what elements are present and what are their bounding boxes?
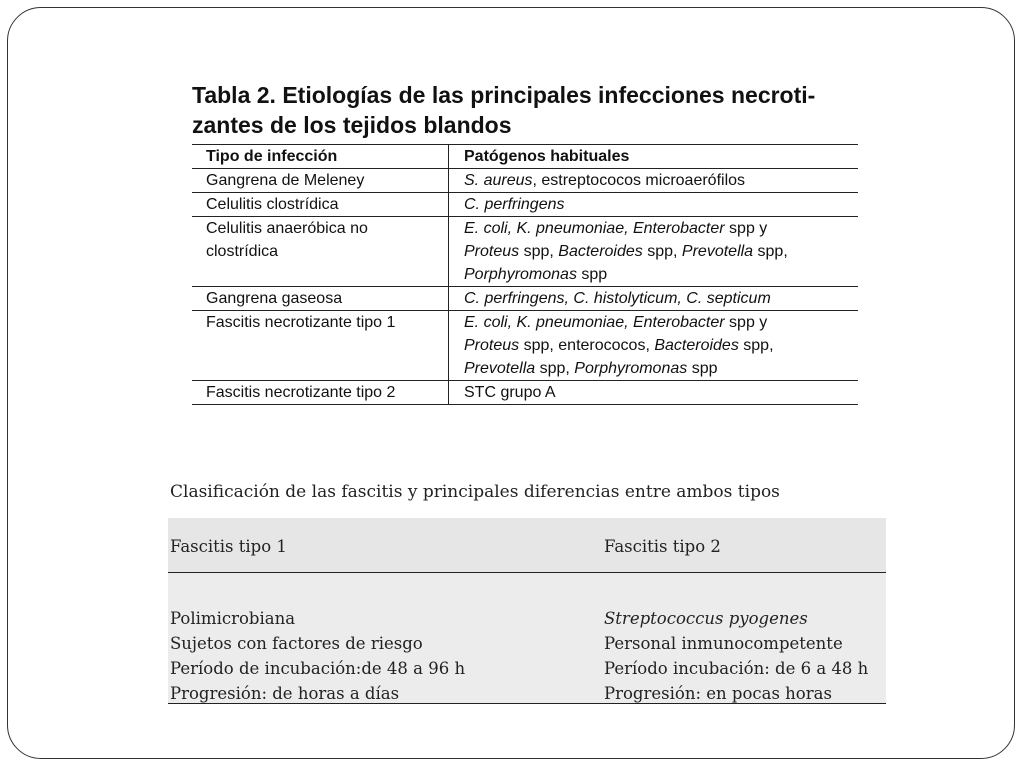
- pathogen-text: STC grupo A: [464, 384, 556, 401]
- infection-type-cell: Gangrena de Meleney: [192, 169, 449, 193]
- type2-item: Período incubación: de 6 a 48 h: [604, 659, 869, 678]
- pathogen-line: [464, 217, 854, 240]
- pathogen-text: Bacteroides: [558, 243, 643, 260]
- table-row: [192, 217, 858, 287]
- table-row: [192, 193, 858, 217]
- pathogen-text: spp: [687, 360, 718, 377]
- pathogen-text: spp,: [535, 360, 575, 377]
- pathogen-text: Prevotella: [681, 243, 754, 260]
- pathogen-text: Proteus: [464, 243, 520, 260]
- pathogen-text: spp,: [753, 243, 788, 260]
- pathogen-text: spp,: [519, 243, 559, 260]
- pathogen-text: Prevotella: [464, 360, 536, 377]
- pathogen-text: Porphyromonas: [574, 360, 688, 377]
- pathogen-text: , estreptococos microaerófilos: [532, 172, 746, 189]
- pathogens-cell: [449, 217, 859, 287]
- type2-item: Progresión: en pocas horas: [604, 684, 832, 703]
- infection-type-cell: Fascitis necrotizante tipo 2: [192, 381, 449, 405]
- table-row: [192, 287, 858, 311]
- pathogen-text: spp y: [724, 220, 768, 237]
- pathogen-text: E. coli, K. pneumoniae, Enterobacter: [464, 314, 725, 331]
- classification-body: [168, 573, 886, 704]
- pathogen-text: S. aureus: [464, 172, 533, 189]
- header-fascitis-type2: Fascitis tipo 2: [604, 537, 721, 556]
- pathogen-line: [464, 240, 854, 263]
- pathogens-cell: [449, 287, 859, 311]
- table2-title-line1: Tabla 2. Etiologías de las principales infecciones necroti-: [192, 82, 816, 108]
- pathogen-line: [464, 357, 854, 380]
- classification-header-row: [168, 518, 886, 573]
- pathogen-text: Porphyromonas: [464, 266, 577, 283]
- pathogen-text: Bacteroides: [654, 337, 739, 354]
- pathogens-cell: [449, 169, 859, 193]
- table2-title-line2: zantes de los tejidos blandos: [192, 112, 512, 138]
- pathogens-cell: [449, 193, 859, 217]
- pathogen-text: C. perfringens: [464, 196, 565, 213]
- pathogen-text: C. perfringens, C. histolyticum, C. septicum: [464, 290, 771, 307]
- header-pathogens: Patógenos habituales: [449, 145, 859, 169]
- pathogen-text: spp,: [642, 243, 682, 260]
- table2-title: [192, 80, 872, 140]
- pathogen-line: [464, 311, 854, 334]
- classification-table: [168, 518, 886, 704]
- pathogen-text: spp y: [724, 314, 768, 331]
- table-row: [192, 311, 858, 381]
- infection-type-line: clostrídica: [206, 243, 279, 260]
- type2-column: [604, 606, 868, 706]
- pathogen-text: spp, enterococos,: [519, 337, 655, 354]
- table-header-row: [192, 145, 858, 169]
- type2-item: Streptococcus pyogenes: [604, 609, 808, 628]
- infection-type-cell: Celulitis clostrídica: [192, 193, 449, 217]
- header-infection-type: Tipo de infección: [192, 145, 449, 169]
- pathogen-text: spp: [576, 266, 608, 283]
- table-row: [192, 169, 858, 193]
- etiology-table: [192, 144, 858, 405]
- pathogen-line: [464, 263, 854, 286]
- type1-item: Polimicrobiana: [170, 609, 296, 628]
- type1-item: Período de incubación:de 48 a 96 h: [170, 659, 466, 678]
- infection-type-cell: Gangrena gaseosa: [192, 287, 449, 311]
- type2-item: Personal inmunocompetente: [604, 634, 843, 653]
- type1-item: Sujetos con factores de riesgo: [170, 634, 423, 653]
- header-fascitis-type1: Fascitis tipo 1: [170, 537, 287, 556]
- type1-column: [170, 606, 465, 706]
- pathogen-text: Proteus: [464, 337, 520, 354]
- pathogen-text: E. coli, K. pneumoniae, Enterobacter: [464, 220, 725, 237]
- classification-caption: Clasificación de las fascitis y principales diferencias entre ambos tipos: [170, 482, 780, 502]
- pathogen-text: spp,: [738, 337, 774, 354]
- infection-type-cell: [192, 217, 449, 287]
- infection-type-cell: Fascitis necrotizante tipo 1: [192, 311, 449, 381]
- pathogen-line: [464, 334, 854, 357]
- infection-type-line: Celulitis anaeróbica no: [206, 220, 368, 237]
- pathogens-cell: [449, 311, 859, 381]
- pathogens-cell: [449, 381, 859, 405]
- table-row: [192, 381, 858, 405]
- type1-item: Progresión: de horas a días: [170, 684, 400, 703]
